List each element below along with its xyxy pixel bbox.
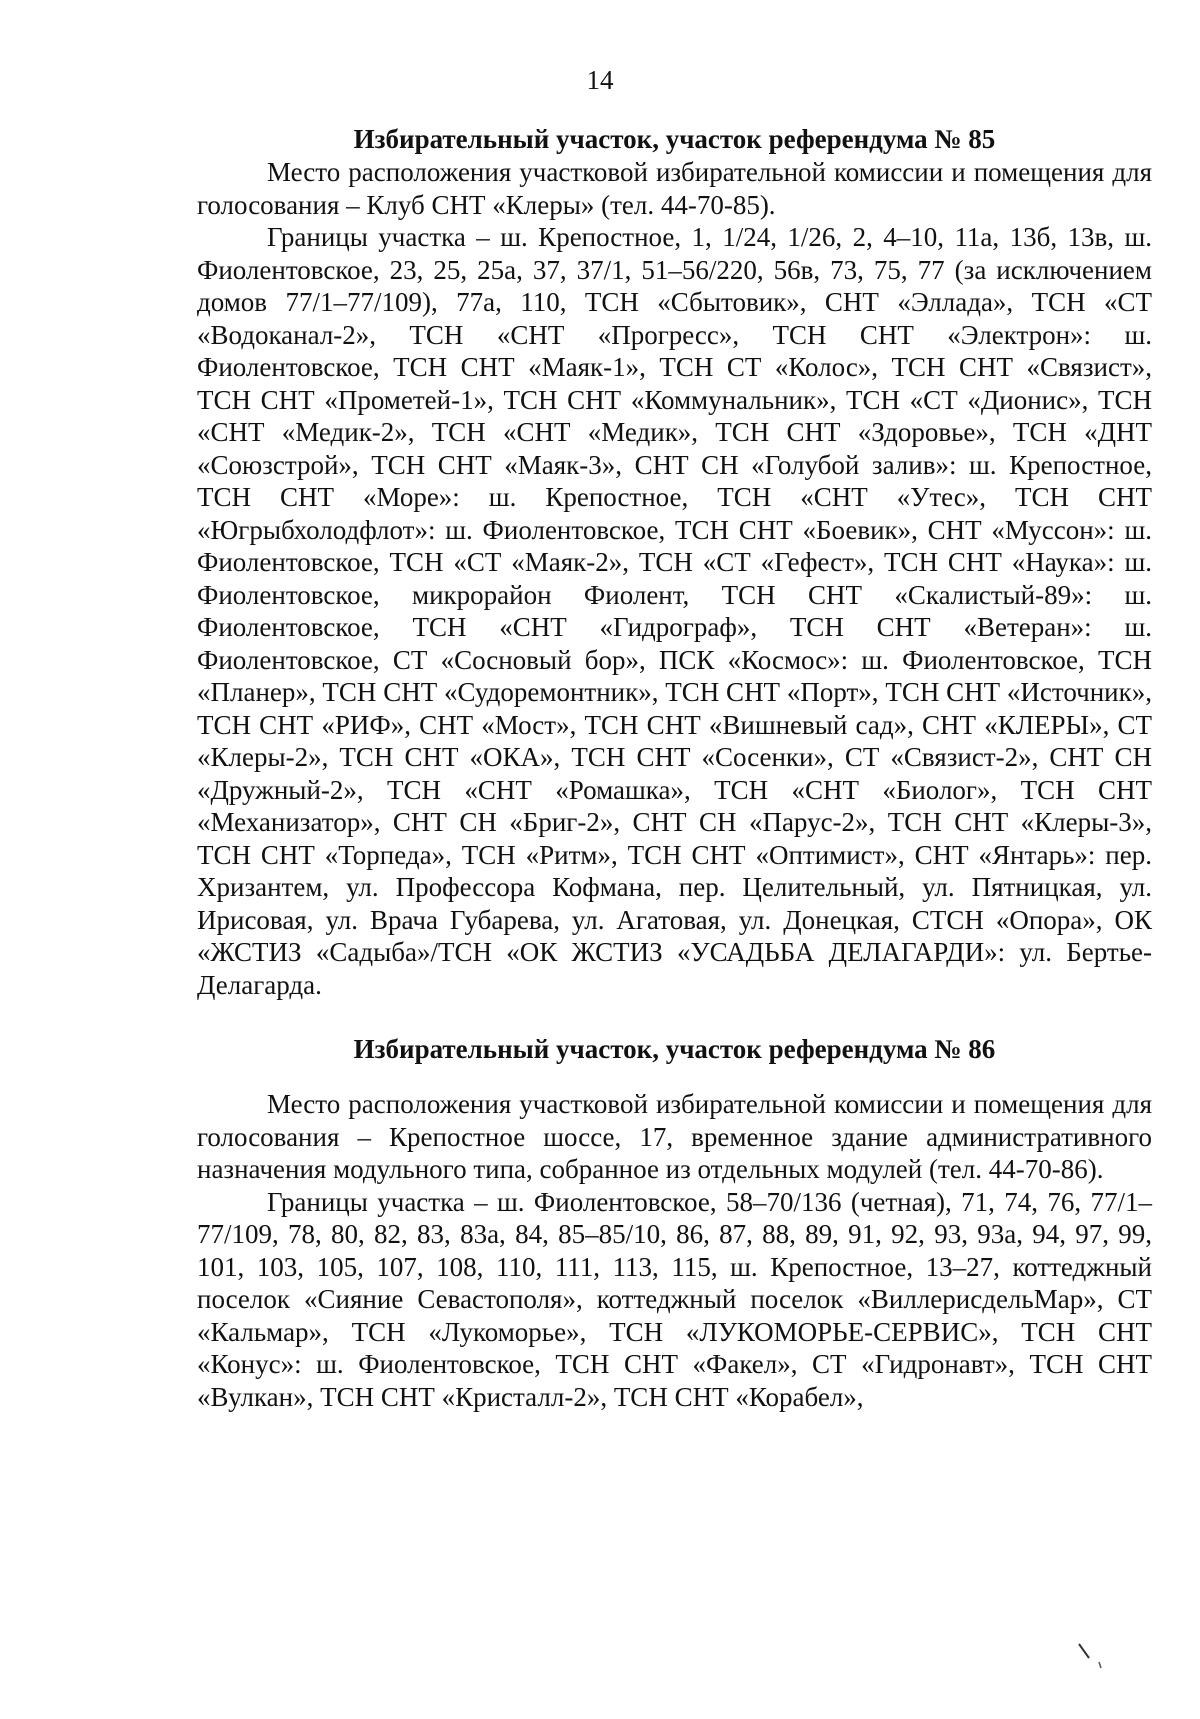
section-heading-85: Избирательный участок, участок референдума № 85 — [353, 124, 996, 154]
section-heading-86: Избирательный участок, участок референдума № 86 — [353, 1034, 996, 1064]
document-body — [197, 123, 1152, 1413]
section-85-boundaries: Границы участка – ш. Крепостное, 1, 1/24, 1/26, 2, 4–10, 11а, 13б, 13в, ш. Фиолентовское, 23, 25, 25а, 37, 37/1, 51–56/220, 56в, 73, 75, 77 (за исключением домов 77/1–77/109), 77а, 110, ТСН «Сбытовик», СНТ «Эллада», ТСН «СТ «Водоканал-2», ТСН «СНТ «Прогресс», ТСН СНТ «Электрон»: ш. Фиолентовское, ТСН СНТ «Маяк-1», ТСН СТ «Колос», ТСН СНТ «Связист», ТСН СНТ «Прометей-1», ТСН СНТ «Коммунальник», ТСН «СТ «Дионис», ТСН «СНТ «Медик-2», ТСН «СНТ «Медик», ТСН СНТ «Здоровье», ТСН «ДНТ «Союзстрой», ТСН СНТ «Маяк-3», СНТ СН «Голубой залив»: ш. Крепостное, ТСН СНТ «Море»: ш. Крепостное, ТСН «СНТ «Утес», ТСН СНТ «Югрыбхолодфлот»: ш. Фиолентовское, ТСН СНТ «Боевик», СНТ «Муссон»: ш. Фиолентовское, ТСН «СТ «Маяк-2», ТСН «СТ «Гефест», ТСН СНТ «Наука»: ш. Фиолентовское, микрорайон Фиолент, ТСН СНТ «Скалистый-89»: ш. Фиолентовское, ТСН «СНТ «Гидрограф», ТСН СНТ «Ветеран»: ш. Фиолентовское, СТ «Сосновый бор», ПСК «Космос»: ш. Фиолентовское, ТСН «Планер», ТСН СНТ «Судоремонтник», ТСН СНТ «Порт», ТСН СНТ «Источник», ТСН СНТ «РИФ», СНТ «Мост», ТСН СНТ «Вишневый сад», СНТ «КЛЕРЫ», СТ «Клеры-2», ТСН СНТ «ОКА», ТСН СНТ «Сосенки», СТ «Связист-2», СНТ СН «Дружный-2», ТСН «СНТ «Ромашка», ТСН «СНТ «Биолог», ТСН СНТ «Механизатор», СНТ СН «Бриг-2», СНТ СН «Парус-2», ТСН СНТ «Клеры-3», ТСН СНТ «Торпеда», ТСН «Ритм», ТСН СНТ «Оптимист», СНТ «Янтарь»: пер. Хризантем, ул. Профессора Кофмана, пер. Целительный, ул. Пятницкая, ул. Ирисовая, ул. Врача Губарева, ул. Агатовая, ул. Донецкая, СТСН «Опора», ОК «ЖСТИЗ «Садыба»/ТСН «ОК ЖСТИЗ «УСАДЬБА ДЕЛАГАРДИ»: ул. Бертье-Делагарда. — [197, 222, 1152, 1000]
scan-mark-icon — [1075, 1640, 1115, 1680]
page-number: 14 — [586, 65, 614, 95]
section-86-location: Место расположения участковой избирательной комиссии и помещения для голосования – Крепостное шоссе, 17, временное здание административного назначения модульного типа, собранное из отдельных модулей (тел. 44-70-86). — [197, 1089, 1152, 1184]
section-85-location: Место расположения участковой избирательной комиссии и помещения для голосования – Клуб СНТ «Клеры» (тел. 44-70-85). — [197, 157, 1152, 220]
section-86-boundaries: Границы участка – ш. Фиолентовское, 58–70/136 (четная), 71, 74, 76, 77/1–77/109, 78, 80, 82, 83, 83а, 84, 85–85/10, 86, 87, 88, 89, 91, 92, 93, 93а, 94, 97, 99, 101, 103, 105, 107, 108, 110, 111, 113, 115, ш. Крепостное, 13–27, коттеджный поселок «Сияние Севастополя», коттеджный поселок «ВиллерисдельМар», СТ «Кальмар», ТСН «Лукоморье», ТСН «ЛУКОМОРЬЕ-СЕРВИС», ТСН СНТ «Конус»: ш. Фиолентовское, ТСН СНТ «Факел», СТ «Гидронавт», ТСН СНТ «Вулкан», ТСН СНТ «Кристалл-2», ТСН СНТ «Корабел», — [197, 1186, 1152, 1412]
